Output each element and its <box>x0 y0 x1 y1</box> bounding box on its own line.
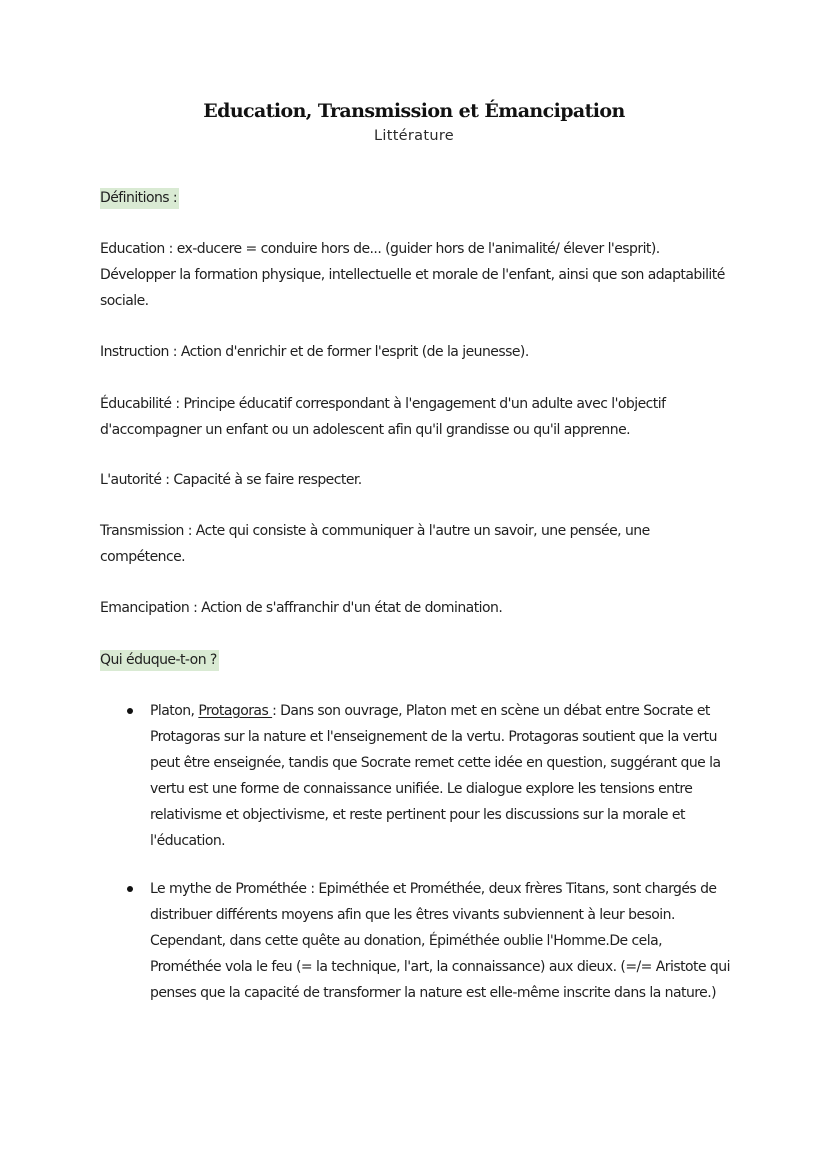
document-title: Education, Transmission et Émancipation <box>203 100 625 122</box>
qui-eduque-heading-label: Qui éduque-t-on ? <box>100 650 219 671</box>
definition-instruction: Instruction : Action d'enrichir et de former l'esprit (de la jeunesse). <box>100 344 529 360</box>
definition-educabilite: Éducabilité : Principe éducatif correspondant à l'engagement d'un adulte avec l'objectif d'accompagner un enfant ou un adolescent afin qu'il grandisse ou qu'il apprenne. <box>100 396 666 438</box>
bullet-mythe-promethee: Le mythe de Prométhée : Epiméthée et Prométhée, deux frères Titans, sont chargés de distribuer différents moyens afin que les êtres vivants subviennent à leur besoin. Cependant, dans cette quête au donation, Épiméthée oublie l'Homme.De cela, Prométhée vola le feu (= la technique, l'art, la connaissance) aux dieux. (=/= Aristote qui penses que la capacité de transformer la nature est elle-même inscrite dans la nature.) <box>150 881 730 1001</box>
document-subtitle: Littérature <box>374 128 454 144</box>
qui-eduque-heading <box>100 647 219 673</box>
definition-education: Education : ex-ducere = conduire hors de... (guider hors de l'animalité/ élever l'esprit). Développer la formation physique, intellectuelle et morale de l'enfant, ainsi que son adaptabilité sociale. <box>100 241 725 309</box>
definitions-heading <box>100 185 179 211</box>
bullet-platon-protagoras <box>150 698 730 854</box>
bullet-text: : Dans son ouvrage, Platon met en scène un débat entre Socrate et Protagoras sur la nature et l'enseignement de la vertu. Protagoras soutient que la vertu peut être enseignée, tandis que Socrate remet cette idée en question, suggérant que la vertu est une forme de connaissance unifiée. Le dialogue explore les tensions entre relativisme et objectivisme, et reste pertinent pour les discussions sur la morale et l'éducation. <box>150 703 721 849</box>
bullet-icon <box>127 886 133 892</box>
bullet-prefix: Platon, <box>150 703 199 719</box>
definitions-heading-label: Définitions : <box>100 188 179 209</box>
definition-autorite: L'autorité : Capacité à se faire respecter. <box>100 472 362 488</box>
bullet-icon <box>127 708 133 714</box>
definition-transmission: Transmission : Acte qui consiste à communiquer à l'autre un savoir, une pensée, une compétence. <box>100 523 650 565</box>
work-title-protagoras: Protagoras <box>198 703 273 719</box>
definition-emancipation: Emancipation : Action de s'affranchir d'un état de domination. <box>100 600 503 616</box>
